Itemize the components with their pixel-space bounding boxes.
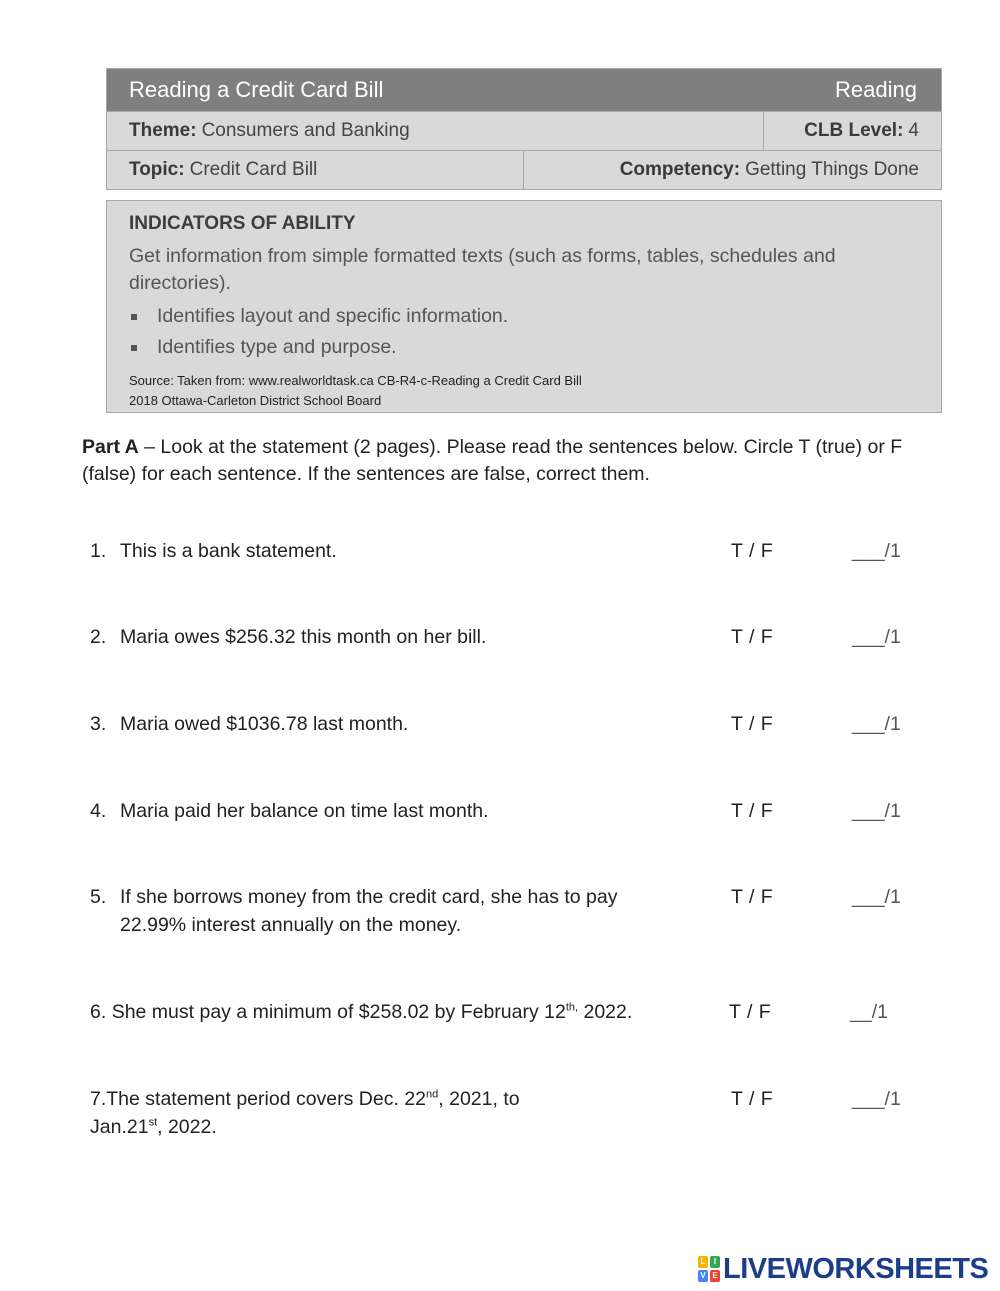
competency-cell	[524, 151, 941, 189]
clb-cell	[764, 112, 941, 150]
source-line-2: 2018 Ottawa-Carleton District School Board	[129, 393, 382, 408]
indicators-description: Get information from simple formatted texts (such as forms, tables, schedules and directories).	[129, 245, 836, 294]
indicators-title: INDICATORS OF ABILITY	[129, 213, 356, 234]
theme-cell	[107, 112, 764, 150]
question-2-text	[90, 623, 486, 651]
worksheet-header-table	[106, 68, 942, 190]
question-sentence: This is a bank statement.	[120, 540, 337, 562]
competency-value: Getting Things Done	[745, 159, 919, 180]
theme-label: Theme:	[129, 120, 197, 141]
question-7-score: ___/1	[852, 1088, 901, 1110]
question-5-text	[90, 883, 617, 939]
indicator-bullet-text: Identifies layout and specific information.	[157, 305, 509, 327]
question-1-score: ___/1	[852, 540, 901, 562]
ordinal-suffix: st	[148, 1116, 158, 1129]
clb-value: 4	[908, 120, 919, 141]
question-sentence: Maria paid her balance on time last month.	[120, 800, 489, 822]
question-4-text	[90, 797, 489, 825]
ordinal-suffix: th,	[565, 1001, 579, 1014]
question-6-score: __/1	[850, 1001, 888, 1023]
question-2-true-false[interactable]: T / F	[731, 626, 774, 648]
question-3-true-false[interactable]: T / F	[731, 713, 774, 735]
worksheet-title: Reading a Credit Card Bill	[129, 77, 384, 102]
question-number: 4.	[90, 800, 107, 822]
topic-cell	[107, 151, 524, 189]
indicators-box	[106, 200, 942, 413]
question-number: 1.	[90, 540, 107, 562]
part-a-instructions	[82, 434, 922, 488]
header-theme-row	[107, 111, 941, 150]
question-1-true-false[interactable]: T / F	[731, 540, 774, 562]
competency-label: Competency:	[619, 159, 741, 180]
question-sentence-end: , 2022.	[157, 1116, 217, 1138]
clb-label: CLB Level:	[804, 120, 904, 141]
liveworksheets-logo-text: LIVEWORKSHEETS	[723, 1252, 989, 1285]
logo-tile-v: V	[698, 1270, 708, 1282]
topic-label: Topic:	[129, 159, 185, 180]
question-number: 3.	[90, 713, 107, 735]
header-title-row	[107, 69, 941, 111]
question-3-score: ___/1	[852, 713, 901, 735]
question-sentence: Maria owed $1036.78 last month.	[120, 713, 409, 735]
logo-tile-l: L	[698, 1256, 708, 1268]
question-sentence-line2: 22.99% interest annually on the money.	[120, 914, 462, 936]
question-6-true-false[interactable]: T / F	[729, 1001, 772, 1023]
theme-value: Consumers and Banking	[201, 120, 410, 141]
part-a-label: Part A	[82, 436, 139, 458]
question-1-text	[90, 537, 337, 565]
question-4-true-false[interactable]: T / F	[731, 800, 774, 822]
question-5-true-false[interactable]: T / F	[731, 886, 774, 908]
question-number: 2.	[90, 626, 107, 648]
question-sentence: She must pay a minimum of $258.02 by February 12	[111, 1001, 566, 1023]
question-sentence-end: 2022.	[578, 1001, 633, 1023]
question-3-text	[90, 710, 408, 738]
skill-label: Reading	[835, 77, 917, 102]
question-7-true-false[interactable]: T / F	[731, 1088, 774, 1110]
liveworksheets-logo	[697, 1252, 988, 1286]
question-7-text	[90, 1085, 520, 1141]
question-sentence: The statement period covers Dec. 22	[106, 1088, 427, 1110]
source-citation	[129, 371, 919, 411]
question-sentence-line1: If she borrows money from the credit card, she has to pay	[120, 886, 618, 908]
question-number: 6.	[90, 1001, 107, 1023]
question-5-score: ___/1	[852, 886, 901, 908]
logo-tile-e: E	[710, 1270, 720, 1282]
question-number: 5.	[90, 886, 107, 908]
question-sentence-mid: , 2021, to	[438, 1088, 520, 1110]
part-a-text: – Look at the statement (2 pages). Please read the sentences below. Circle T (true) or F (false) for each sentence. If the sentences are false, correct them.	[82, 436, 903, 485]
question-4-score: ___/1	[852, 800, 901, 822]
source-line-1: Source: Taken from: www.realworldtask.ca CB-R4-c-Reading a Credit Card Bill	[129, 373, 582, 388]
ordinal-suffix: nd	[426, 1088, 439, 1101]
bullet-square-icon	[131, 314, 137, 320]
question-2-score: ___/1	[852, 626, 901, 648]
topic-value: Credit Card Bill	[189, 159, 318, 180]
question-sentence: Maria owes $256.32 this month on her bill.	[120, 626, 487, 648]
question-sentence-line2: Jan.21	[90, 1116, 149, 1138]
indicator-bullet	[129, 332, 919, 363]
question-6-text	[90, 998, 632, 1026]
header-topic-row	[107, 150, 941, 189]
logo-tile-i: I	[710, 1256, 720, 1268]
bullet-square-icon	[131, 345, 137, 351]
indicator-bullet	[129, 301, 919, 332]
indicator-bullet-text: Identifies type and purpose.	[157, 336, 397, 358]
liveworksheets-logo-icon	[697, 1255, 721, 1283]
question-number: 7.	[90, 1088, 107, 1110]
